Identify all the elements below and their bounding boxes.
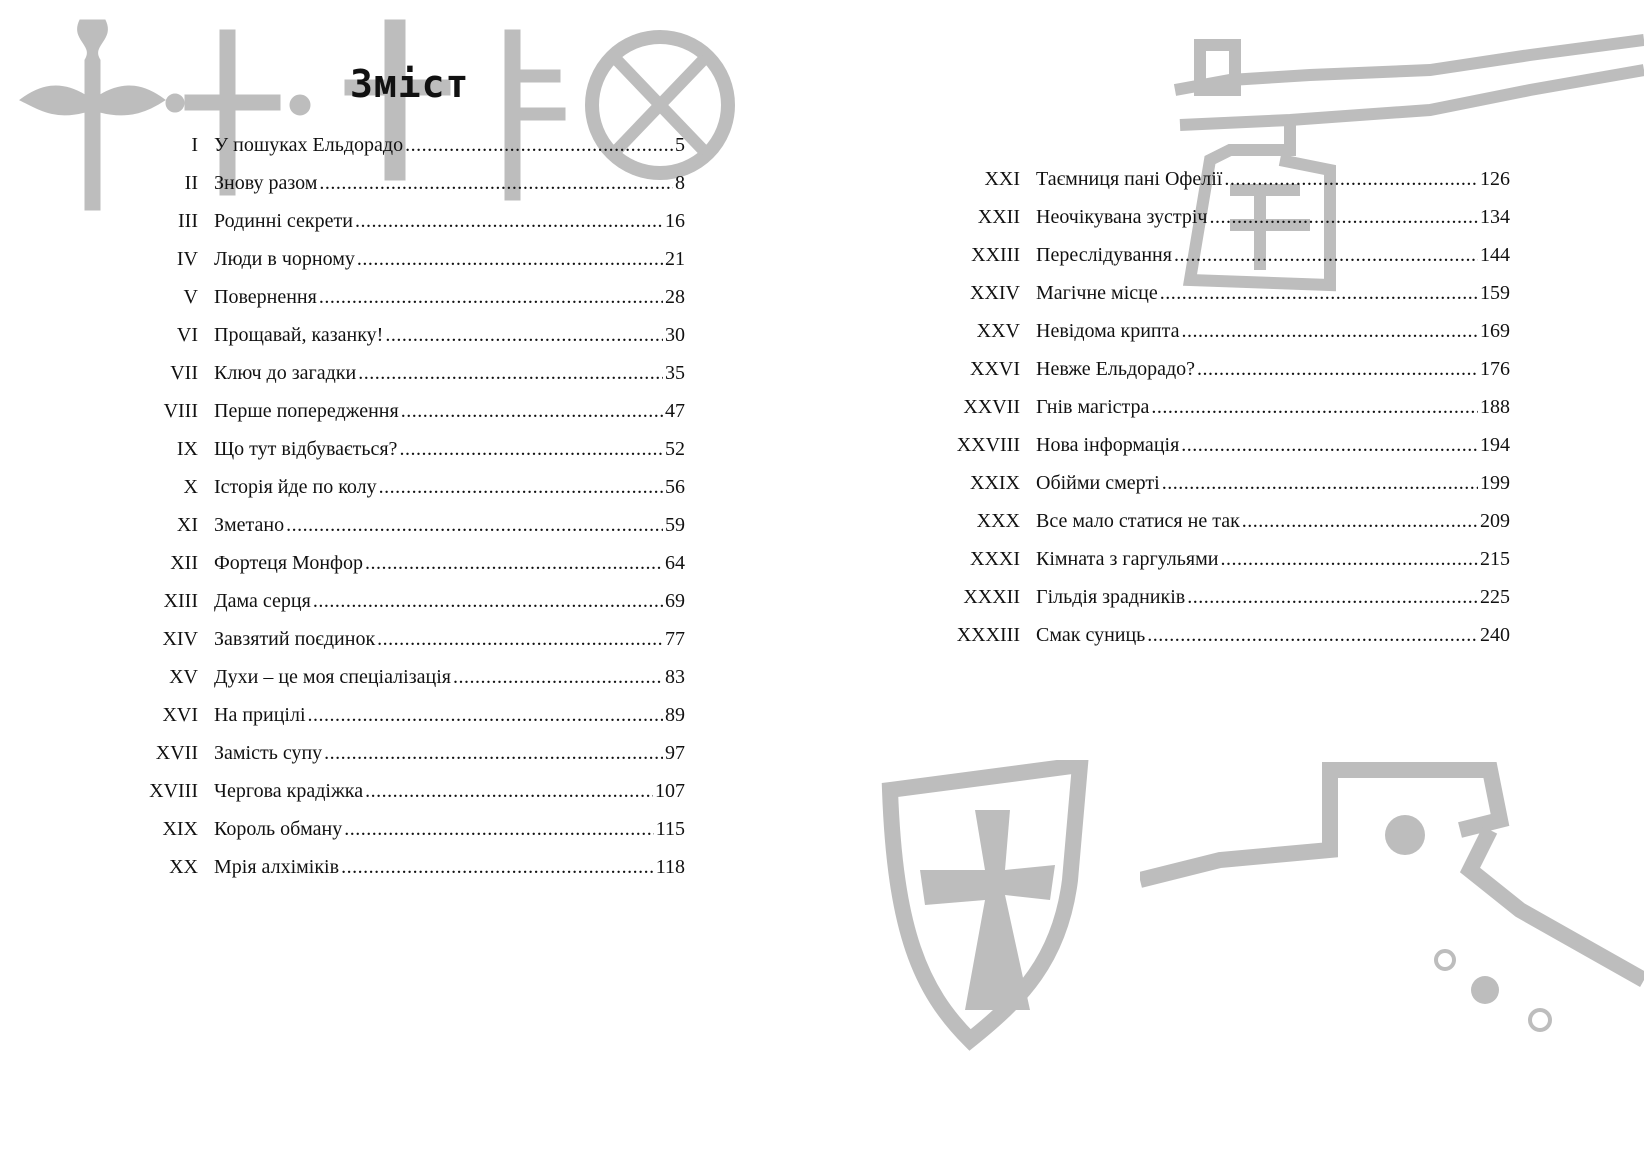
- page-number: 107: [655, 780, 685, 802]
- dot-leader: [1174, 236, 1478, 274]
- page-number: 16: [665, 210, 685, 232]
- chapter-title: Повернення: [214, 286, 317, 308]
- dot-leader: [1197, 350, 1478, 388]
- dot-leader: [453, 658, 663, 696]
- chapter-title: Мрія алхіміків: [214, 856, 340, 878]
- chapter-number: XXI: [984, 168, 1020, 190]
- chapter-number: XIII: [163, 590, 198, 612]
- chapter-number: XXIII: [971, 244, 1020, 266]
- chapter-number: XIV: [162, 628, 198, 650]
- dot-leader: [1151, 388, 1478, 426]
- chapter-number: XIX: [162, 818, 198, 840]
- page-number: 8: [675, 172, 685, 194]
- page-title: Зміст: [350, 62, 470, 106]
- toc-entry[interactable]: [930, 578, 1510, 616]
- page-number: 52: [665, 438, 685, 460]
- toc-entry[interactable]: [130, 772, 685, 810]
- chapter-title: Родинні секрети: [214, 210, 353, 232]
- toc-entry[interactable]: [130, 316, 685, 354]
- toc-entry[interactable]: [130, 810, 685, 848]
- chapter-title: Переслідування: [1036, 244, 1172, 266]
- chapter-number: I: [191, 134, 198, 156]
- dot-leader: [377, 620, 663, 658]
- page-number: 21: [665, 248, 685, 270]
- dot-leader: [399, 430, 663, 468]
- chapter-number: XX: [169, 856, 198, 878]
- chapter-number: IV: [176, 248, 198, 270]
- chapter-number: XXII: [977, 206, 1020, 228]
- chapter-title: Невже Ельдорадо?: [1036, 358, 1196, 380]
- page-number: 134: [1480, 206, 1510, 228]
- dot-leader: [341, 848, 654, 886]
- page-number: 77: [665, 628, 685, 650]
- chapter-number: XXIX: [970, 472, 1020, 494]
- page-number: 188: [1480, 396, 1510, 418]
- chapter-title: Гнів магістра: [1036, 396, 1150, 418]
- page-number: 176: [1480, 358, 1510, 380]
- dot-leader: [1220, 540, 1478, 578]
- dot-leader: [1162, 464, 1478, 502]
- dot-leader: [286, 506, 663, 544]
- dot-leader: [365, 772, 653, 810]
- toc-entry[interactable]: [930, 426, 1510, 464]
- toc-entry[interactable]: [930, 350, 1510, 388]
- toc-entry[interactable]: [930, 160, 1510, 198]
- dot-leader: [357, 240, 663, 278]
- chapter-title: Король обману: [214, 818, 343, 840]
- chapter-title: Неочікувана зустріч: [1036, 206, 1208, 228]
- chapter-title: Магічне місце: [1036, 282, 1158, 304]
- toc-entry[interactable]: [930, 616, 1510, 654]
- page-number: 144: [1480, 244, 1510, 266]
- toc-entry[interactable]: [930, 312, 1510, 350]
- chapter-title: Кімната з гаргульями: [1036, 548, 1219, 570]
- chapter-number: XXX: [976, 510, 1020, 532]
- chapter-number: V: [183, 286, 198, 308]
- chapter-title: Завзятий поєдинок: [214, 628, 376, 650]
- bottom-shield-ornament: [880, 760, 1140, 1060]
- dot-leader: [1242, 502, 1478, 540]
- toc-entry[interactable]: [930, 464, 1510, 502]
- chapter-title: Смак суниць: [1036, 624, 1146, 646]
- dot-leader: [1209, 198, 1478, 236]
- toc-entry[interactable]: [130, 658, 685, 696]
- page-number: 5: [675, 134, 685, 156]
- page-number: 215: [1480, 548, 1510, 570]
- chapter-number: VI: [176, 324, 198, 346]
- chapter-number: III: [178, 210, 198, 232]
- dot-leader: [308, 696, 663, 734]
- toc-entry[interactable]: [130, 392, 685, 430]
- chapter-title: Духи – це моя спеціалізація: [214, 666, 451, 688]
- page-number: 194: [1480, 434, 1510, 456]
- chapter-title: Гільдія зрадників: [1036, 586, 1186, 608]
- toc-entry[interactable]: [930, 540, 1510, 578]
- chapter-number: VII: [170, 362, 198, 384]
- chapter-number: X: [183, 476, 198, 498]
- chapter-title: Обійми смерті: [1036, 472, 1160, 494]
- chapter-title: Невідома крипта: [1036, 320, 1180, 342]
- chapter-title: Ключ до загадки: [214, 362, 357, 384]
- dot-leader: [1181, 426, 1478, 464]
- chapter-number: XXVIII: [956, 434, 1020, 456]
- dot-leader: [1182, 312, 1479, 350]
- toc-entry[interactable]: [130, 126, 685, 164]
- dot-leader: [385, 316, 663, 354]
- dot-leader: [405, 126, 673, 164]
- toc-entry[interactable]: [130, 202, 685, 240]
- toc-entry[interactable]: [130, 544, 685, 582]
- chapter-number: VIII: [163, 400, 198, 422]
- chapter-number: XVIII: [149, 780, 198, 802]
- page-number: 97: [665, 742, 685, 764]
- chapter-title: Таємниця пані Офелії: [1036, 168, 1223, 190]
- dot-leader: [1224, 160, 1478, 198]
- chapter-title: Замість супу: [214, 742, 323, 764]
- toc-entry[interactable]: [130, 582, 685, 620]
- dot-leader: [358, 354, 663, 392]
- toc-entry[interactable]: [930, 198, 1510, 236]
- bottom-right-key-ornament: [1140, 760, 1644, 1060]
- chapter-number: XI: [176, 514, 198, 536]
- chapter-number: XV: [169, 666, 198, 688]
- toc-entry[interactable]: [130, 506, 685, 544]
- toc-left-column: [130, 126, 685, 886]
- dot-leader: [319, 278, 663, 316]
- chapter-number: XVII: [155, 742, 198, 764]
- toc-entry[interactable]: [130, 848, 685, 886]
- chapter-number: XXXII: [963, 586, 1020, 608]
- chapter-number: XXVI: [970, 358, 1020, 380]
- page-number: 159: [1480, 282, 1510, 304]
- page-number: 47: [665, 400, 685, 422]
- chapter-number: XII: [170, 552, 198, 574]
- chapter-title: Дама серця: [214, 590, 311, 612]
- chapter-title: На прицілі: [214, 704, 306, 726]
- dot-leader: [401, 392, 663, 430]
- chapter-number: XXXIII: [956, 624, 1020, 646]
- chapter-title: У пошуках Ельдорадо: [214, 134, 404, 156]
- dot-leader: [1147, 616, 1478, 654]
- toc-entry[interactable]: [130, 734, 685, 772]
- page-number: 64: [665, 552, 685, 574]
- dot-leader: [1160, 274, 1478, 312]
- toc-entry[interactable]: [130, 430, 685, 468]
- chapter-title: Прощавай, казанку!: [214, 324, 384, 346]
- page-number: 126: [1480, 168, 1510, 190]
- chapter-number: II: [184, 172, 198, 194]
- dot-leader: [344, 810, 653, 848]
- page-number: 35: [665, 362, 685, 384]
- toc-entry[interactable]: [930, 274, 1510, 312]
- chapter-number: XXVII: [963, 396, 1020, 418]
- page-number: 118: [655, 856, 685, 878]
- toc-right-column: [930, 160, 1510, 654]
- chapter-title: Чергова крадіжка: [214, 780, 364, 802]
- dot-leader: [313, 582, 663, 620]
- toc-entry[interactable]: [930, 502, 1510, 540]
- chapter-title: Знову разом: [214, 172, 318, 194]
- chapter-title: Все мало статися не так: [1036, 510, 1240, 532]
- chapter-title: Що тут відбувається?: [214, 438, 398, 460]
- dot-leader: [365, 544, 663, 582]
- page-number: 199: [1480, 472, 1510, 494]
- toc-entry[interactable]: [130, 468, 685, 506]
- toc-entry[interactable]: [930, 236, 1510, 274]
- page-number: 89: [665, 704, 685, 726]
- toc-entry[interactable]: [130, 696, 685, 734]
- chapter-number: IX: [176, 438, 198, 460]
- page-number: 169: [1480, 320, 1510, 342]
- toc-entry[interactable]: [130, 164, 685, 202]
- chapter-title: Нова інформація: [1036, 434, 1180, 456]
- page-number: 225: [1480, 586, 1510, 608]
- page-number: 30: [665, 324, 685, 346]
- chapter-title: Історія йде по колу: [214, 476, 377, 498]
- toc-entry[interactable]: [130, 240, 685, 278]
- chapter-number: XXV: [976, 320, 1020, 342]
- dot-leader: [319, 164, 673, 202]
- chapter-title: Перше попередження: [214, 400, 399, 422]
- chapter-title: Люди в чорному: [214, 248, 355, 270]
- chapter-number: XXIV: [970, 282, 1020, 304]
- dot-leader: [379, 468, 663, 506]
- page-number: 83: [665, 666, 685, 688]
- page-number: 209: [1480, 510, 1510, 532]
- chapter-number: XVI: [162, 704, 198, 726]
- dot-leader: [355, 202, 663, 240]
- dot-leader: [324, 734, 663, 772]
- dot-leader: [1187, 578, 1478, 616]
- chapter-title: Фортеця Монфор: [214, 552, 364, 574]
- page-number: 240: [1480, 624, 1510, 646]
- page-number: 28: [665, 286, 685, 308]
- toc-entry[interactable]: [130, 620, 685, 658]
- toc-entry[interactable]: [130, 278, 685, 316]
- chapter-number: XXXI: [970, 548, 1020, 570]
- toc-entry[interactable]: [930, 388, 1510, 426]
- toc-entry[interactable]: [130, 354, 685, 392]
- page-number: 69: [665, 590, 685, 612]
- page-number: 56: [665, 476, 685, 498]
- page-number: 115: [655, 818, 685, 840]
- page-number: 59: [665, 514, 685, 536]
- chapter-title: Зметано: [214, 514, 285, 536]
